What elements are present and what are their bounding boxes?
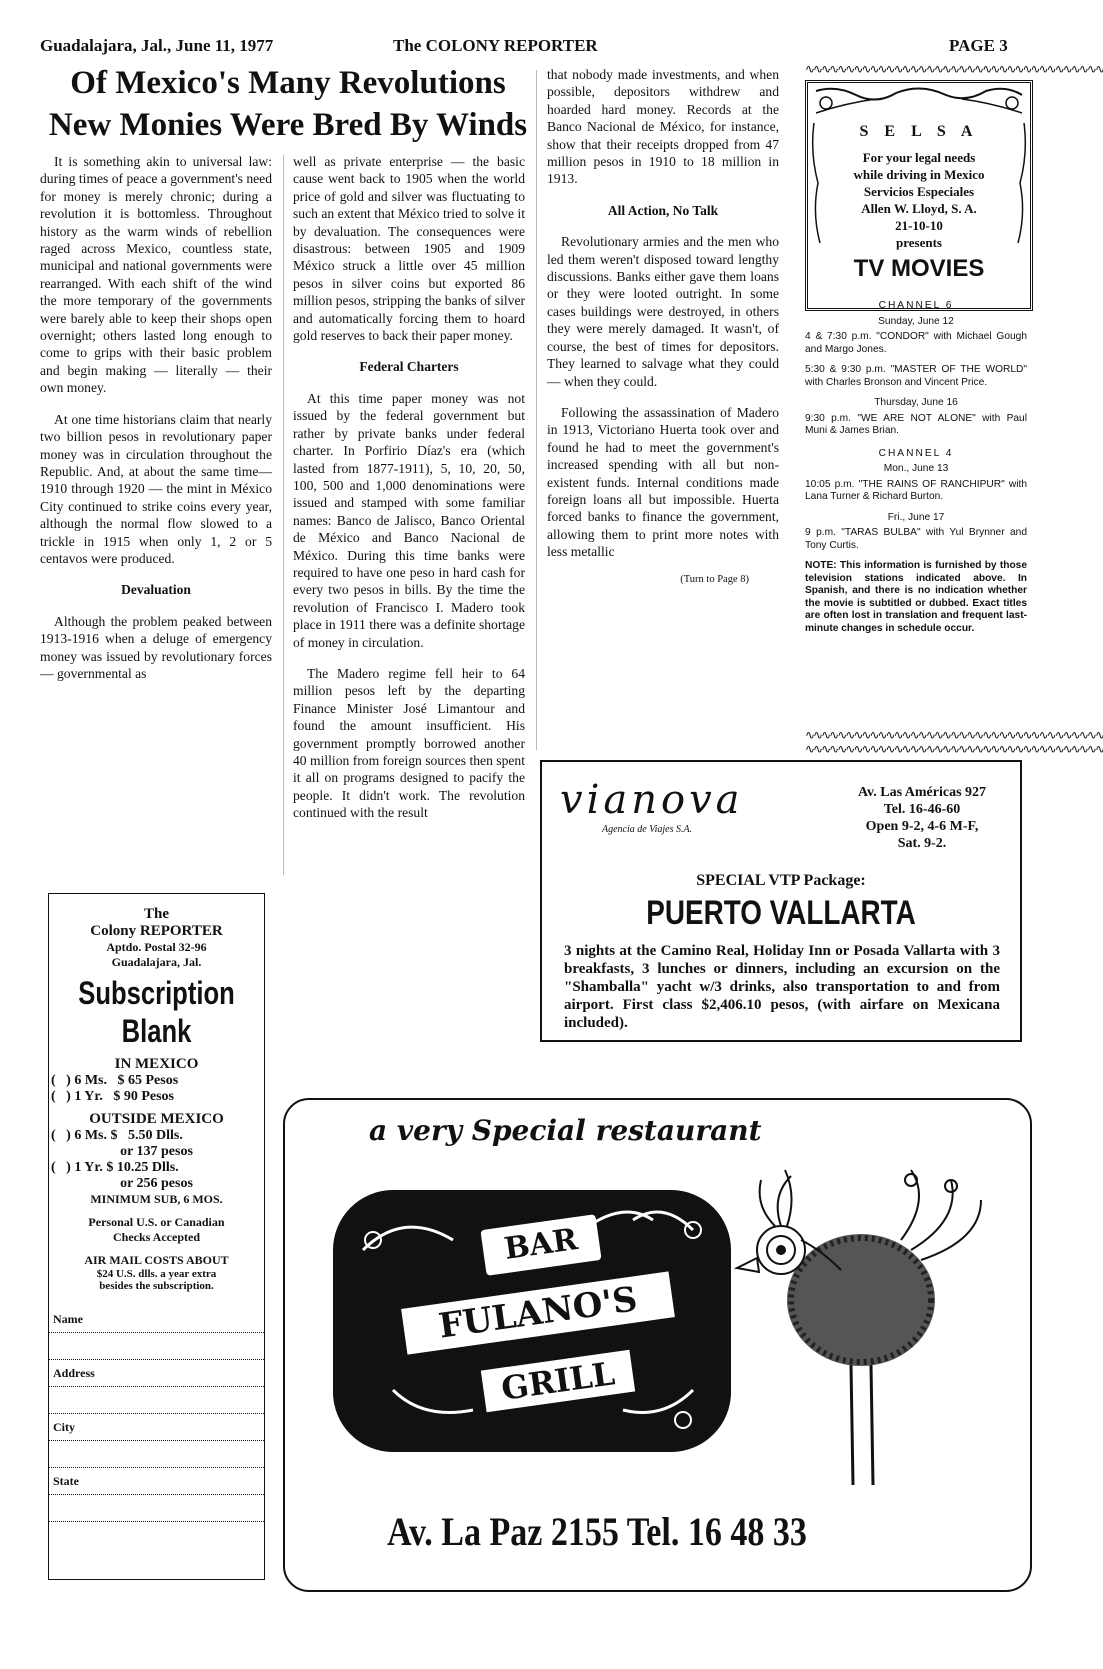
selsa-name: S E L S A xyxy=(859,123,979,140)
article-paragraph: Revolutionary armies and the men who led them weren't disposed toward lengthy discussions. Banks either gave them loans or they were looted outright. In some cases buildings were destroyed, in others they were merely damaged. It wasn't, of course, the best of times for depositors. They learned to salvage what they could — when they could. xyxy=(547,234,779,389)
wavy-border-bottom: ∿∿∿∿∿∿∿∿∿∿∿∿∿∿∿∿∿∿∿∿∿∿∿∿∿∿∿∿∿∿∿∿∿∿∿∿∿ xyxy=(805,728,1103,742)
masthead xyxy=(40,36,1040,60)
subhead-all-action: All Action, No Talk xyxy=(607,202,719,218)
dateline: Guadalajara, Jal., June 11, 1977 xyxy=(40,36,274,55)
sub-title-2: Blank xyxy=(121,1013,192,1049)
sub-option[interactable]: ( ) 1 Yr. $ 90 Pesos xyxy=(51,1089,175,1104)
sub-option-alt: or 137 pesos xyxy=(120,1144,193,1159)
sub-address-label: Address xyxy=(53,1366,95,1380)
sub-name-field[interactable] xyxy=(49,1312,264,1333)
sub-city-label: City xyxy=(53,1420,75,1434)
vianova-body: 3 nights at the Camino Real, Holiday Inn or Posada Vallarta with 3 breakfasts, 3 lunches or dinners, including an excursion on the "Shamballa" yacht w/3 drinks, also transportation to and from airport. First class $2,406.10 pesos, (with airfare on Mexicana included). xyxy=(564,943,1000,1031)
sign-grill: GRILL xyxy=(481,1350,635,1412)
restaurant-sign xyxy=(333,1190,731,1452)
tv-listings xyxy=(805,290,1027,635)
listing-day: Mon., June 13 xyxy=(883,463,949,474)
sub-checks: Personal U.S. or Canadian xyxy=(88,1215,225,1229)
selsa-ad xyxy=(805,80,1033,311)
wavy-border-bottom-2: ∿∿∿∿∿∿∿∿∿∿∿∿∿∿∿∿∿∿∿∿∿∿∿∿∿∿∿∿∿∿∿∿∿∿∿∿∿ xyxy=(805,742,1103,756)
sub-airmail: besides the subscription. xyxy=(99,1280,214,1292)
vianova-ad xyxy=(540,760,1022,1042)
sub-city-field[interactable] xyxy=(49,1420,264,1441)
vianova-address: Av. Las Américas 927 xyxy=(857,785,987,800)
listing-entry: 9 p.m. "TARAS BULBA" with Yul Brynner and Tony Curtis. xyxy=(805,527,1027,551)
page-number: PAGE 3 xyxy=(949,36,1008,55)
listing-day: Fri., June 17 xyxy=(887,511,945,523)
sub-paper: Colony REPORTER xyxy=(90,923,223,939)
sub-name-label: Name xyxy=(53,1312,83,1326)
sub-outside-mexico: OUTSIDE MEXICO xyxy=(89,1111,224,1127)
vianova-tagline: Agencia de Viajes S.A. xyxy=(602,824,693,835)
sub-option[interactable]: ( ) 1 Yr. $ 10.25 Dlls. xyxy=(51,1160,179,1175)
selsa-presents: presents xyxy=(896,235,942,250)
sub-airmail: AIR MAIL COSTS ABOUT xyxy=(84,1253,229,1267)
sub-address-field[interactable] xyxy=(49,1366,264,1387)
article-paragraph: well as private enterprise — the basic cause went back to 1905 when the world price of gold and silver was fluctuating to such an extent that México tried to solve it by devaluation. The consequences were disastrous: between 1905 and 1909 México struck a little over 45 million pesos in silver coins but exported 86 million pesos, stripping the banks of silver and automatically forcing them to hoard gold reserves to back their paper money. xyxy=(293,154,525,344)
listing-entry: 9:30 p.m. "WE ARE NOT ALONE" with Paul Muni & James Brian. xyxy=(805,412,1027,436)
bird-illustration-icon xyxy=(741,1160,991,1490)
article-paragraph: Following the assassination of Madero in 1913, Victoriano Huerta took over and found he had to meet the government's increased spending with all but non-existent funds. Internal conditions made foreign loans all but impossible. Huerta forced banks to finance the government, allowing them to print more notes with less metallic xyxy=(547,404,779,560)
vianova-saturday: Sat. 9-2. xyxy=(897,836,947,851)
channel-heading: CHANNEL 6 xyxy=(878,300,954,311)
sub-option[interactable]: ( ) 6 Ms. $ 5.50 Dlls. xyxy=(51,1128,183,1143)
sub-checks: Checks Accepted xyxy=(113,1230,200,1244)
vianova-logo: vianova xyxy=(560,777,744,823)
column-rule xyxy=(536,70,537,750)
subhead-devaluation: Devaluation xyxy=(121,582,191,598)
restaurant-address: Av. La Paz 2155 Tel. 16 48 33 xyxy=(387,1509,807,1554)
sub-blank-line[interactable] xyxy=(49,1339,264,1360)
vianova-contact xyxy=(832,784,1012,852)
selsa-phone: 21-10-10 xyxy=(895,218,943,233)
subscription-blank xyxy=(48,893,265,1580)
article-column-3 xyxy=(547,66,779,588)
listing-note: NOTE: This information is furnished by those television stations indicated above. In Spanish, and there is no indication whether the movie is subtitled or dubbed. Exact titles are often lost in translation and frequent last-minute changes in schedule occur. xyxy=(805,560,1027,634)
sign-bar: BAR xyxy=(480,1214,601,1276)
sub-title-1: Subscription xyxy=(78,975,235,1011)
sub-postal: Aptdo. Postal 32-96 xyxy=(106,940,207,954)
listing-day: Thursday, June 16 xyxy=(874,397,958,408)
subhead-federal-charters: Federal Charters xyxy=(359,359,459,375)
selsa-line: while driving in Mexico xyxy=(853,167,985,182)
turn-to-page: (Turn to Page 8) xyxy=(680,573,749,585)
vianova-destination: PUERTO VALLARTA xyxy=(646,894,916,932)
article-paragraph: At one time historians claim that nearly two billion pesos in revolutionary paper money was in circulation throughout the Republic. And, at about the same time—1910 through 1920 — the mint in México City continued to strike coins every year, although the normal flow slowed to a trickle in 1915 when only 1, 2 or 5 centavos were produced. xyxy=(40,411,272,566)
vianova-hours: Open 9-2, 4-6 M-F, xyxy=(865,819,979,834)
sub-minimum: MINIMUM SUB, 6 MOS. xyxy=(90,1192,223,1206)
article-column-2 xyxy=(293,153,525,836)
article-paragraph: Although the problem peaked between 1913-1916 when a deluge of emergency money was issued by revolutionary forces — governmental as xyxy=(40,613,272,681)
article-paragraph: It is something akin to universal law: during times of peace a government's need for money is merely chronic; during a revolution it is bottomless. Throughout history as the warm winds of rebellion raged across Mexico, countless state, municipal and national governments were rearranged. With each shift of the wind the more temporary of the governments were barely able to keep their shops open overnight; others lasted long enough to come to grips with their basic problem and begin making — literally — their own money. xyxy=(40,154,272,396)
sub-option-alt: or 256 pesos xyxy=(120,1176,193,1191)
sub-blank-line[interactable] xyxy=(49,1501,264,1522)
selsa-line: Allen W. Lloyd, S. A. xyxy=(861,201,977,216)
vianova-tel: Tel. 16-46-60 xyxy=(883,802,961,817)
listing-entry: 4 & 7:30 p.m. "CONDOR" with Michael Gough and Margo Jones. xyxy=(805,331,1027,355)
article-paragraph: At this time paper money was not issued by the federal government but rather by private banks under federal charter. In Porfirio Díaz's era (which lasted from 1877-1911), 5, 10, 20, 50, 100, 500 and 1,000 denominations were issued and stamped with some familiar names: Banco de Jalisco, Banco Oriental de México and Banco Nacional de México. During this time banks were required to have one peso in hard cash for every two pesos in bills. By the time the revolution of Francisco I. Madero took place in 1911 there was a definite shortage of money in circulation. xyxy=(293,390,525,650)
sub-city: Guadalajara, Jal. xyxy=(111,955,202,969)
sub-blank-line[interactable] xyxy=(49,1393,264,1414)
tv-movies-title: TV MOVIES xyxy=(853,255,985,282)
article-paragraph: that nobody made investments, and when possible, depositors withdrew and hoarded hard money. Records at the Banco Nacional de México, for instance, show that their receipts dropped from 47 million pesos in 1910 to 18 million in 1913. xyxy=(547,67,779,187)
wavy-border-top: ∿∿∿∿∿∿∿∿∿∿∿∿∿∿∿∿∿∿∿∿∿∿∿∿∿∿∿∿∿∿∿∿∿∿∿∿∿ xyxy=(805,62,1103,76)
listing-entry: 5:30 & 9:30 p.m. "MASTER OF THE WORLD" with Charles Bronson and Vincent Price. xyxy=(805,364,1027,388)
paper-name: The COLONY REPORTER xyxy=(393,36,598,55)
sub-airmail: $24 U.S. dlls. a year extra xyxy=(96,1268,217,1280)
article-paragraph: The Madero regime fell heir to 64 million pesos left by the departing Finance Minister José Limantour and found the amount insufficient. His government promptly borrowed another 40 million from foreign sources then spent it all on programs designed to pacify the people. It didn't work. The revolution continued with the result xyxy=(293,665,525,821)
selsa-line: Servicios Especiales xyxy=(863,184,975,199)
ornate-frame-icon xyxy=(808,83,1030,308)
channel-heading: CHANNEL 4 xyxy=(878,447,954,459)
listing-entry: 10:05 p.m. "THE RAINS OF RANCHIPUR" with Lana Turner & Richard Burton. xyxy=(805,478,1027,502)
sub-state-label: State xyxy=(53,1474,79,1488)
vianova-special: SPECIAL VTP Package: xyxy=(696,872,866,889)
headline-line-1: Of Mexico's Many Revolutions xyxy=(70,65,506,101)
article-column-1 xyxy=(40,153,272,696)
sub-in-mexico: IN MEXICO xyxy=(114,1056,199,1072)
sign-fulanos: FULANO'S xyxy=(401,1271,675,1354)
restaurant-tagline: a very Special restaurant xyxy=(369,1114,762,1147)
sub-the: The xyxy=(143,906,169,922)
restaurant-ad xyxy=(283,1098,1032,1592)
listing-day: Sunday, June 12 xyxy=(878,315,954,327)
sub-option[interactable]: ( ) 6 Ms. $ 65 Pesos xyxy=(51,1073,179,1088)
sub-state-field[interactable] xyxy=(49,1474,264,1495)
column-rule xyxy=(283,155,284,875)
selsa-line: For your legal needs xyxy=(862,150,976,165)
headline-line-2: New Monies Were Bred By Winds xyxy=(48,107,528,143)
sub-blank-line[interactable] xyxy=(49,1447,264,1468)
